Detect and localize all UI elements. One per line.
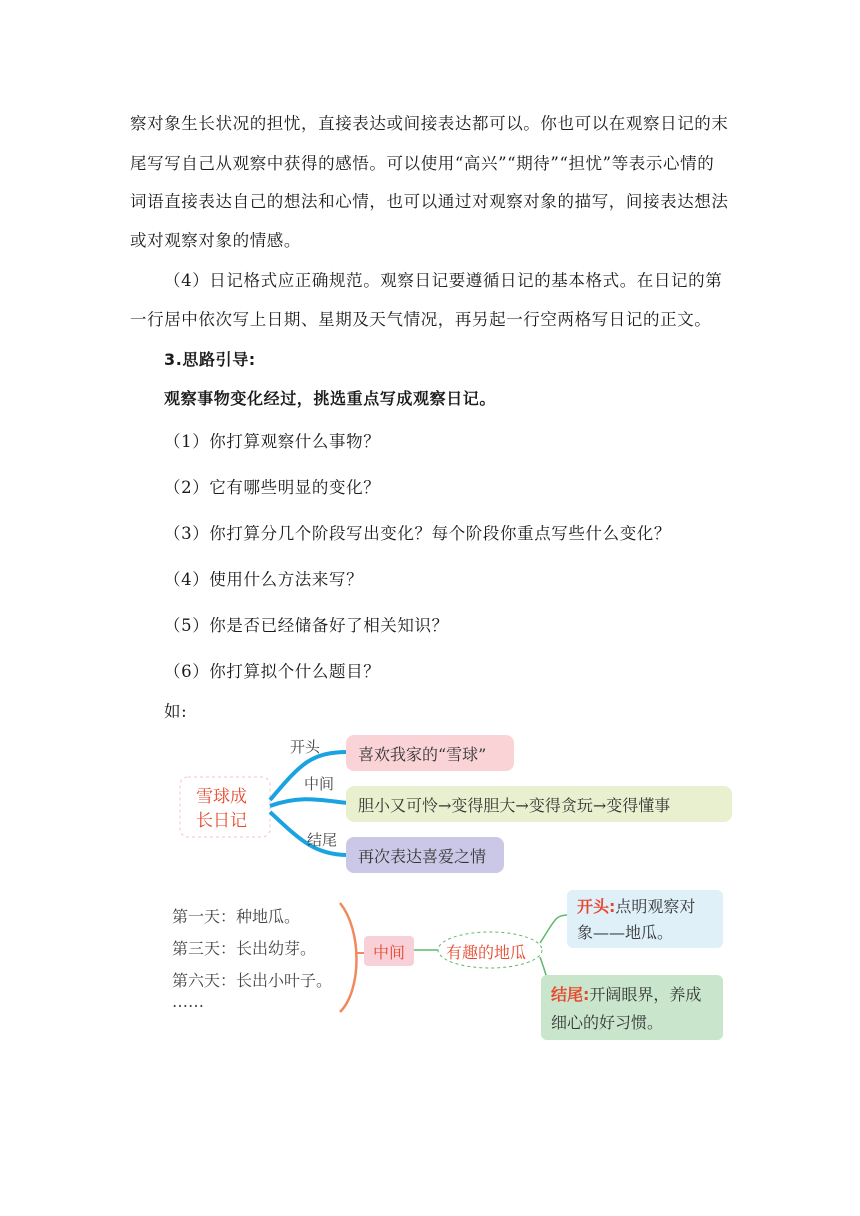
day-item: 第一天：种地瓜。 xyxy=(172,907,301,926)
end-box xyxy=(541,975,723,1040)
section-heading: 3.思路引导: xyxy=(164,350,256,369)
branch-label-end: 结尾 xyxy=(307,831,338,849)
start-text: 点明观察对 xyxy=(615,897,696,916)
branch-label-start: 开头 xyxy=(290,738,321,756)
end-text: 开阔眼界，养成 xyxy=(589,985,702,1004)
end-text: 细心的好习惯。 xyxy=(551,1013,664,1032)
branch-label-middle: 中间 xyxy=(304,775,335,793)
question-item: （2）它有哪些明显的变化？ xyxy=(164,478,381,497)
day-item: 第六天：长出小叶子。 xyxy=(172,971,333,990)
paragraph-line: （4）日记格式应正确规范。观察日记要遵循日记的基本格式。在日记的第 xyxy=(164,271,723,290)
example-label: 如: xyxy=(164,702,188,721)
question-item: （1）你打算观察什么事物？ xyxy=(164,432,381,451)
center-node-line: 雪球成 xyxy=(196,787,247,807)
end-title: 结尾: xyxy=(551,985,590,1004)
middle-node: 中间 xyxy=(364,936,414,966)
question-item: （3）你打算分几个阶段写出变化？每个阶段你重点写些什么变化？ xyxy=(164,524,671,543)
start-text: 象——地瓜。 xyxy=(577,923,674,942)
connector-line xyxy=(540,915,568,943)
paragraph-line: 察对象生长状况的担忧，直接表达或间接表达都可以。你也可以在观察日记的末 xyxy=(130,114,729,133)
brace-line xyxy=(340,903,357,1012)
question-item: （6）你打算拟个什么题目？ xyxy=(164,662,381,681)
end-box: 再次表达喜爱之情 xyxy=(346,837,504,873)
start-title: 开头: xyxy=(577,897,616,916)
start-box: 喜欢我家的“雪球” xyxy=(346,735,514,771)
question-item: （5）你是否已经储备好了相关知识？ xyxy=(164,616,449,635)
paragraph-line: 词语直接表达自己的想法和心情，也可以通过对观察对象的描写，间接表达想法 xyxy=(130,192,729,211)
connector-line xyxy=(270,799,348,806)
section-subheading: 观察事物变化经过，挑选重点写成观察日记。 xyxy=(164,389,497,408)
paragraph-line: 或对观察对象的情感。 xyxy=(130,231,301,250)
day-item: 第三天：长出幼芽。 xyxy=(172,939,317,958)
paragraph-line: 尾写写自己从观察中获得的感悟。可以使用“高兴”“期待”“担忧”等表示心情的 xyxy=(130,154,715,173)
question-item: （4）使用什么方法来写？ xyxy=(164,570,364,589)
day-item: …… xyxy=(172,992,204,1011)
start-box xyxy=(567,890,723,948)
paragraph-line: 一行居中依次写上日期、星期及天气情况，再另起一行空两格写日记的正文。 xyxy=(130,310,712,329)
middle-box: 胆小又可怜→变得胆大→变得贪玩→变得懂事 xyxy=(346,786,732,822)
center-node: 有趣的地瓜 xyxy=(446,943,527,962)
center-node xyxy=(196,785,247,833)
center-node-line: 长日记 xyxy=(196,811,247,831)
